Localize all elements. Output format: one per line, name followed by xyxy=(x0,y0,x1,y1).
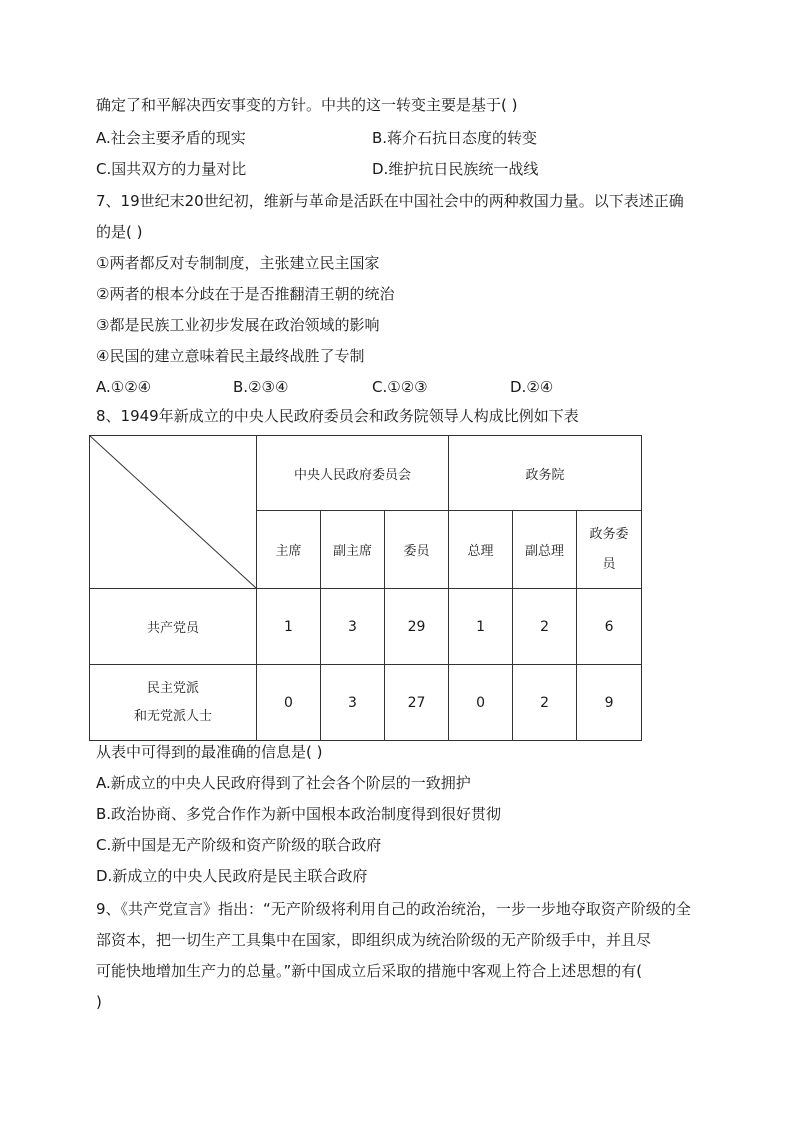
table-cell: 0 xyxy=(449,665,513,741)
table-cell: 9 xyxy=(577,665,642,741)
table-cell: 6 xyxy=(577,589,642,665)
subheader-vice-chairman: 副主席 xyxy=(321,511,385,589)
q7-stem-line1: 7、19世纪末20世纪初，维新与革命是活跃在中国社会中的两种救国力量。以下表述正确 xyxy=(96,192,684,210)
q8-option-b: B.政治协商、多党合作作为新中国根本政治制度得到很好贯彻 xyxy=(96,805,502,823)
table-cell: 27 xyxy=(385,665,449,741)
q8-option-a: A.新成立的中央人民政府得到了社会各个阶层的一致拥护 xyxy=(96,774,471,792)
q9-stem-line3: 可能快地增加生产力的总量。”新中国成立后采取的措施中客观上符合上述思想的有( xyxy=(96,962,643,980)
q7-option-b: B.②③④ xyxy=(233,378,289,396)
table-cell: 0 xyxy=(257,665,321,741)
q6-stem: 确定了和平解决西安事变的方针。中共的这一转变主要是基于( ) xyxy=(96,96,518,114)
q8-stem: 8、1949年新成立的中央人民政府委员会和政务院领导人构成比例如下表 xyxy=(96,407,579,425)
q9-stem-line2: 部资本，把一切生产工具集中在国家，即组织成为统治阶级的无产阶级手中，并且尽 xyxy=(96,931,652,949)
row-label-line1: 民主党派 xyxy=(146,680,199,696)
table-cell: 3 xyxy=(321,589,385,665)
q9-stem-line4: ) xyxy=(96,993,102,1011)
q7-stem-line2: 的是( ) xyxy=(96,223,143,241)
q6-option-b: B.蒋介石抗日态度的转变 xyxy=(372,129,538,147)
q8-option-d: D.新成立的中央人民政府是民主联合政府 xyxy=(96,867,368,885)
q7-statement-4: ④民国的建立意味着民主最终战胜了专制 xyxy=(96,347,365,365)
q7-statement-3: ③都是民族工业初步发展在政治领域的影响 xyxy=(96,316,380,334)
q6-option-a: A.社会主要矛盾的现实 xyxy=(96,129,246,147)
table-cell: 29 xyxy=(385,589,449,665)
q8-question: 从表中可得到的最准确的信息是( ) xyxy=(96,743,323,761)
q8-option-c: C.新中国是无产阶级和资产阶级的联合政府 xyxy=(96,836,382,854)
q9-stem-line1: 9、《共产党宣言》指出：“无产阶级将利用自己的政治统治，一步一步地夺取资产阶级的全 xyxy=(96,900,691,918)
council-member-text: 政务委员 xyxy=(589,526,629,572)
q7-option-c: C.①②③ xyxy=(372,378,428,396)
table-row xyxy=(90,589,642,665)
subheader-member: 委员 xyxy=(385,511,449,589)
table-cell: 2 xyxy=(513,589,577,665)
subheader-vice-premier: 副总理 xyxy=(513,511,577,589)
table-row xyxy=(90,665,642,741)
q7-option-a: A.①②④ xyxy=(96,378,152,396)
q7-statement-2: ②两者的根本分歧在于是否推翻清王朝的统治 xyxy=(96,285,395,303)
row-label-democratic-parties xyxy=(90,665,257,741)
leadership-table xyxy=(89,435,642,741)
diagonal-divider xyxy=(90,436,256,588)
q7-statement-1: ①两者都反对专制制度，主张建立民主国家 xyxy=(96,254,380,272)
header-state-council: 政务院 xyxy=(449,436,642,511)
table-cell: 1 xyxy=(257,589,321,665)
q6-option-d: D.维护抗日民族统一战线 xyxy=(372,160,539,178)
subheader-chairman: 主席 xyxy=(257,511,321,589)
table-corner-cell xyxy=(90,436,257,589)
q6-option-c: C.国共双方的力量对比 xyxy=(96,160,247,178)
subheader-council-member xyxy=(577,511,642,589)
table-cell: 2 xyxy=(513,665,577,741)
row-label-communist: 共产党员 xyxy=(90,589,257,665)
header-central-committee: 中央人民政府委员会 xyxy=(257,436,449,511)
table-cell: 3 xyxy=(321,665,385,741)
q7-option-d: D.②④ xyxy=(510,378,554,396)
row-label-line2: 和无党派人士 xyxy=(133,708,212,724)
table-cell: 1 xyxy=(449,589,513,665)
subheader-premier: 总理 xyxy=(449,511,513,589)
